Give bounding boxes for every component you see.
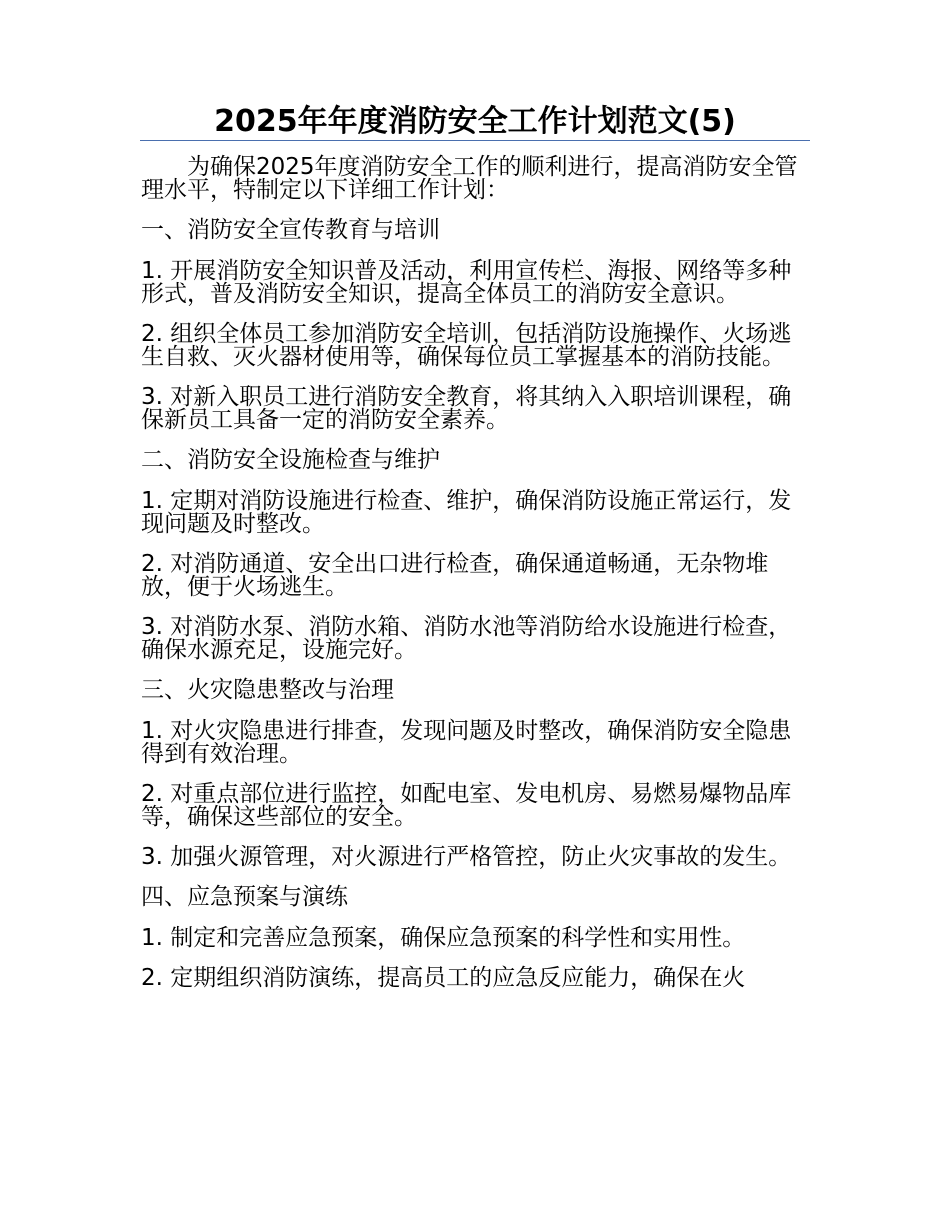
intro-paragraph: 为确保2025年度消防安全工作的顺利进行，提高消防安全管理水平，特制定以下详细工作计划： <box>141 154 798 203</box>
list-item: 3. 对消防水泵、消防水箱、消防水池等消防给水设施进行检查，确保水源充足，设施完好。 <box>141 614 792 663</box>
list-item: 3. 对新入职员工进行消防安全教育，将其纳入入职培训课程，确保新员工具备一定的消防安全素养。 <box>141 384 792 433</box>
title-underline <box>140 140 810 141</box>
list-item: 1. 定期对消防设施进行检查、维护，确保消防设施正常运行，发现问题及时整改。 <box>141 488 792 537</box>
document-body <box>141 156 813 1007</box>
list-item: 2. 组织全体员工参加消防安全培训，包括消防设施操作、火场逃生自救、灭火器材使用等，确保每位员工掌握基本的消防技能。 <box>141 321 792 370</box>
document-title: 2025年年度消防安全工作计划范文(5) <box>214 104 736 139</box>
section-heading-1: 一、消防安全宣传教育与培训 <box>141 217 440 243</box>
list-item: 1. 对火灾隐患进行排查，发现问题及时整改，确保消防安全隐患得到有效治理。 <box>141 718 792 767</box>
list-item: 3. 加强火源管理，对火源进行严格管控，防止火灾事故的发生。 <box>141 844 792 870</box>
section-heading-2: 二、消防安全设施检查与维护 <box>141 447 440 473</box>
list-item: 1. 制定和完善应急预案，确保应急预案的科学性和实用性。 <box>141 925 746 951</box>
list-item: 2. 定期组织消防演练，提高员工的应急反应能力，确保在火 <box>141 965 746 991</box>
section-heading-4: 四、应急预案与演练 <box>141 884 348 910</box>
section-heading-3: 三、火灾隐患整改与治理 <box>141 677 394 703</box>
list-item: 1. 开展消防安全知识普及活动，利用宣传栏、海报、网络等多种形式，普及消防安全知识，提高全体员工的消防安全意识。 <box>141 258 792 307</box>
list-item: 2. 对消防通道、安全出口进行检查，确保通道畅通，无杂物堆放，便于火场逃生。 <box>141 551 769 600</box>
list-item: 2. 对重点部位进行监控，如配电室、发电机房、易燃易爆物品库等，确保这些部位的安全。 <box>141 781 792 830</box>
